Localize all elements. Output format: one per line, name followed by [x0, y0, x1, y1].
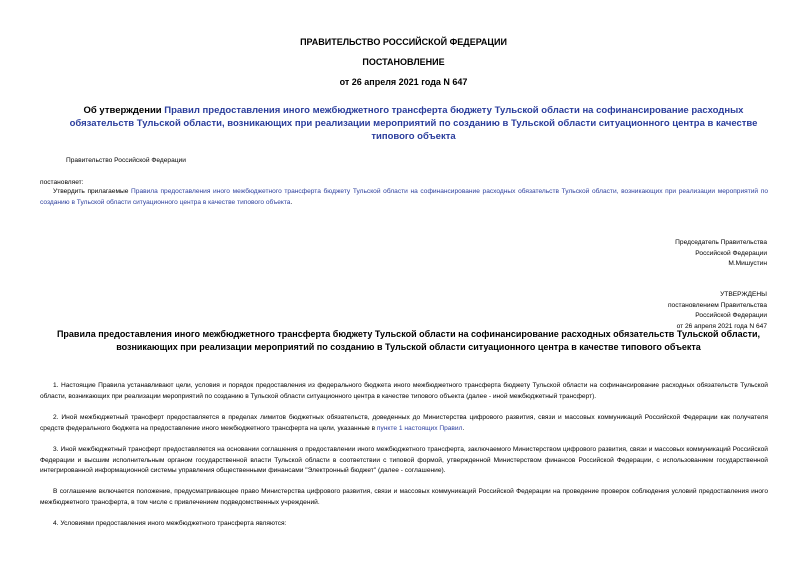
approval-line-4: от 26 апреля 2021 года N 647 — [676, 322, 767, 330]
title-prefix: Об утверждении — [83, 105, 165, 116]
signature-line-1: Председатель Правительства — [675, 239, 767, 246]
title-rules-link[interactable]: Правил предоставления иного межбюджетного трансферта бюджету Тульской области на софинансирование расходных обязательств Тульской области, возникающих при реализации мероприятий по созданию в Тульской области ситуационного центра в качестве типового объекта — [69, 105, 758, 142]
approval-line-2: постановлением Правительства — [667, 301, 767, 309]
issuer-text: Правительство Российской Федерации — [66, 157, 186, 164]
approve-prefix: Утвердить прилагаемые — [53, 188, 132, 195]
point-1-link[interactable]: пункте 1 настоящих Правил — [376, 424, 463, 432]
document-type: ПОСТАНОВЛЕНИЕ — [362, 57, 445, 67]
approve-suffix: . — [290, 198, 293, 206]
approve-paragraph — [40, 187, 768, 208]
approval-line-1: УТВЕРЖДЕНЫ — [720, 291, 767, 298]
paragraph-2-end: . — [462, 424, 465, 432]
rules-title: Правила предоставления иного межбюджетного трансферта бюджету Тульской области на софинансирование расходных обязательств Тульской области, возникающих при реализации мероприятий по созданию в Тульской области ситуационного центра в качестве типового объекта — [56, 329, 761, 352]
document-date-number: от 26 апреля 2021 года N 647 — [339, 77, 468, 87]
resolves-text: постановляет: — [40, 179, 84, 186]
signature-block — [675, 238, 767, 270]
paragraph-2-text: 2. Иной межбюджетный трансферт предоставляется в пределах лимитов бюджетных обязательств, доведенных до Министерства цифрового развития, связи и массовых коммуникаций Российской Федерации как получателя средств федерального бюджета на предоставление иного межбюджетного трансферта на цели, указанные в — [40, 414, 768, 432]
rules-paragraph-3: 3. Иной межбюджетный трансферт предоставляется на основании соглашения о предоставлении иного межбюджетного трансферта, заключаемого Министерством цифрового развития, связи и массовых коммуникаций Российской Федерации и высшим исполнительным органом государственной власти Тульской области в соответствии с типовой формой, утвержденной Министерством финансов Российской Федерации, с использованием государственной интегрированной информационной системы управления общественными финансами "Электронный бюджет" (далее - соглашение). — [40, 446, 768, 474]
document-title — [60, 104, 767, 143]
government-heading: ПРАВИТЕЛЬСТВО РОССИЙСКОЙ ФЕДЕРАЦИИ — [300, 37, 507, 47]
signature-line-2: Российской Федерации — [695, 249, 767, 257]
rules-paragraph-5: 4. Условиями предоставления иного межбюджетного трансферта являются: — [53, 520, 287, 527]
rules-paragraph-4: В соглашение включается положение, предусматривающее право Министерства цифрового развития, связи и массовых коммуникаций Российской Федерации на проведение проверок соблюдения условий предоставления иного межбюджетного трансферта, в том числе с привлечением подведомственных учреждений. — [40, 488, 768, 506]
approve-rules-link[interactable]: Правила предоставления иного межбюджетного трансферта бюджету Тульской области на софинансирование расходных обязательств Тульской области, возникающих при реализации мероприятий по созданию в Тульской области ситуационного центра в качестве типового объекта — [40, 188, 768, 206]
approval-block — [668, 290, 767, 332]
approval-line-3: Российской Федерации — [695, 312, 767, 319]
rules-paragraph-2 — [40, 413, 768, 434]
rules-paragraph-1: 1. Настоящие Правила устанавливают цели, условия и порядок предоставления из федерального бюджета иного межбюджетного трансферта бюджету Тульской области на софинансирование расходных обязательств Тульской области, возникающих при реализации мероприятий по созданию в Тульской области ситуационного центра в качестве типового объекта (далее - иной межбюджетный трансферт). — [40, 382, 768, 400]
signature-line-3: М.Мишустин — [728, 260, 767, 267]
